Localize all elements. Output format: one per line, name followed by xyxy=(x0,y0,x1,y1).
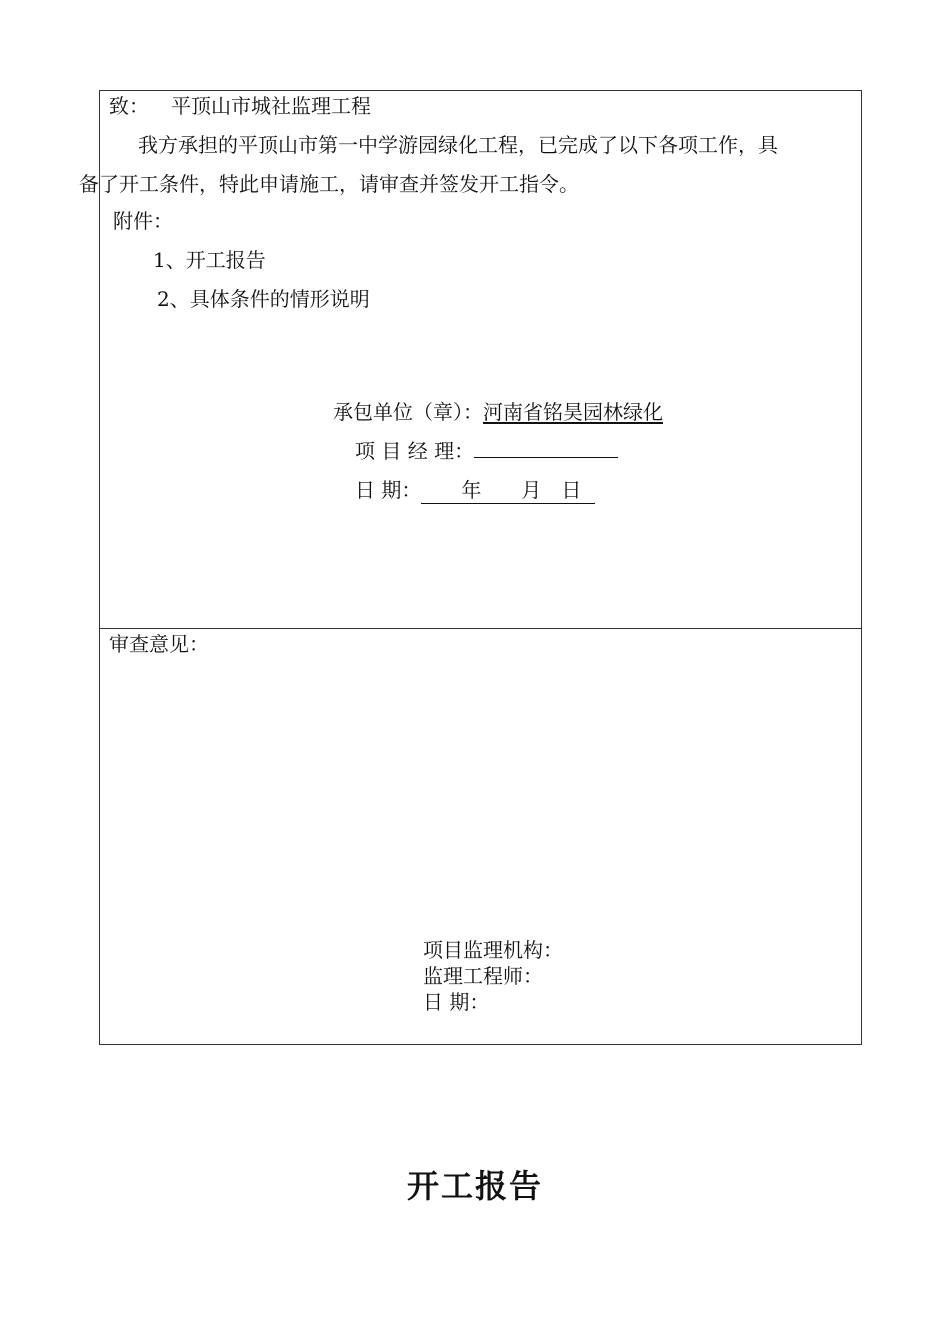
application-date-line xyxy=(355,478,595,504)
application-body-line1: 我方承担的平顶山市第一中学游园绿化工程，已完成了以下各项工作，具 xyxy=(138,133,778,157)
contractor-name: 河南省铭昊园林绿化 xyxy=(483,400,663,424)
attachment-item-2: 2、具体条件的情形说明 xyxy=(157,287,370,311)
date-month-label: 月 xyxy=(521,478,542,502)
application-body-line2: 备了开工条件，特此申请施工，请审查并签发开工指令。 xyxy=(79,172,579,196)
contractor-line xyxy=(333,400,663,424)
project-manager-line xyxy=(355,439,618,463)
to-recipient: 平顶山市城社监理工程 xyxy=(171,94,371,118)
to-line xyxy=(109,94,371,118)
project-manager-signature-blank xyxy=(474,439,618,458)
date-year-label: 年 xyxy=(461,478,482,502)
project-manager-label: 项 目 经 理： xyxy=(355,439,475,463)
supervision-engineer-label: 监理工程师： xyxy=(423,964,543,988)
attachment-item-1: 1、开工报告 xyxy=(153,248,266,272)
application-date-label: 日 期： xyxy=(355,478,422,502)
contractor-label: 承包单位（章）： xyxy=(333,400,483,424)
attachments-label: 附件： xyxy=(113,209,173,233)
review-opinion-label: 审查意见： xyxy=(109,632,209,656)
date-day-label: 日 xyxy=(561,478,582,502)
application-section xyxy=(99,90,862,629)
review-date-label: 日 期： xyxy=(423,990,490,1014)
report-title: 开工报告 xyxy=(406,1167,543,1205)
application-date-blank xyxy=(421,478,595,504)
to-label: 致： xyxy=(109,94,149,118)
supervision-org-label: 项目监理机构： xyxy=(423,938,563,962)
